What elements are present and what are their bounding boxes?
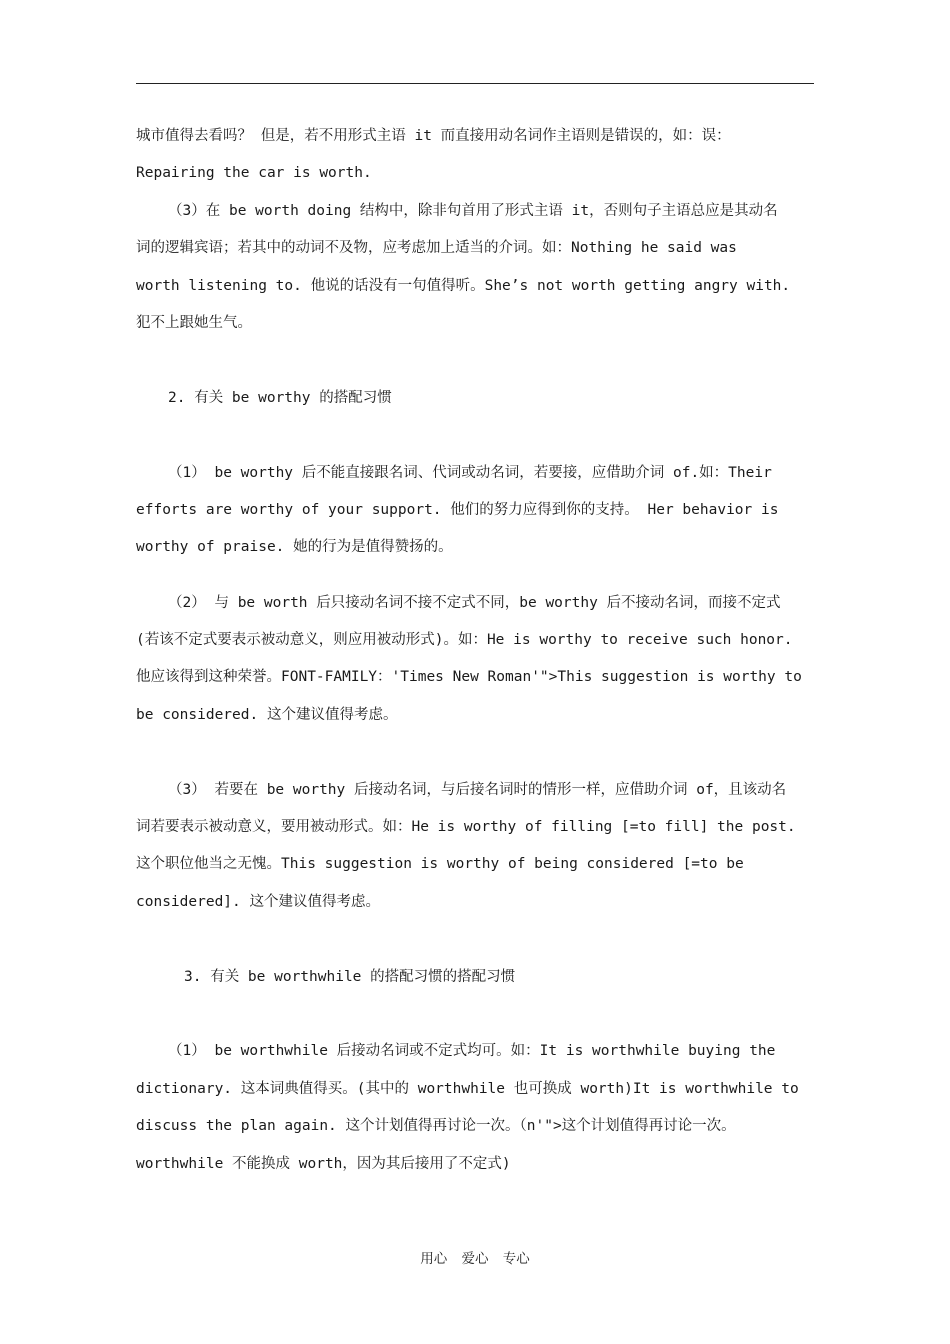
header-rule (136, 83, 814, 84)
paragraph-worthy-gerund (136, 772, 814, 922)
text-line: Repairing the car is worth. (136, 165, 372, 182)
text-line: considered]. 这个建议值得考虑。 (136, 893, 380, 910)
text-line: be considered. 这个建议值得考虑。 (136, 706, 398, 723)
paragraph-worth-formal-subject (136, 118, 814, 193)
text-line: dictionary. 这本词典值得买。(其中的 worthwhile 也可换成 worth)It is worthwhile to (136, 1080, 799, 1097)
text-line: （2） 与 be worth 后只接动名词不接不定式不同，be worthy 后不接动名词，而接不定式 (168, 594, 781, 611)
page-footer: 用心 爱心 专心 (420, 1251, 530, 1267)
text-line: (若该不定式要表示被动意义，则应用被动形式)。如：He is worthy to receive such honor. (136, 632, 793, 649)
section-heading-worthwhile: 3. 有关 be worthwhile 的搭配习惯的搭配习惯 (184, 968, 516, 985)
text-line: worth listening to. 他说的话没有一句值得听。She’s not worth getting angry with. (136, 277, 791, 294)
text-line: worthwhile 不能换成 worth，因为其后接用了不定式) (136, 1155, 511, 1172)
text-line: 词的逻辑宾语；若其中的动词不及物，应考虑加上适当的介词。如：Nothing he said was (136, 240, 737, 257)
paragraph-worthy-of (136, 455, 814, 567)
text-line: （1） be worthwhile 后接动名词或不定式均可。如：It is worthwhile buying the (168, 1043, 776, 1060)
text-line: 犯不上跟她生气。 (136, 314, 252, 331)
text-line: 城市值得去看吗？ 但是，若不用形式主语 it 而直接用动名词作主语则是错误的，如：误： (136, 128, 731, 144)
text-line: 词若要表示被动意义，要用被动形式。如：He is worthy of filling [=to fill] the post. (136, 819, 796, 836)
paragraph-worthy-infinitive (136, 585, 814, 735)
paragraph-worthwhile (136, 1033, 814, 1183)
text-line: worthy of praise. 她的行为是值得赞扬的。 (136, 539, 453, 556)
text-line: （3）在 be worth doing 结构中，除非句首用了形式主语 it，否则句子主语总应是其动名 (168, 202, 778, 219)
section-heading-worthy: 2. 有关 be worthy 的搭配习惯 (168, 389, 392, 406)
text-line: 他应该得到这种荣誉。FONT-FAMILY：'Times New Roman'">This suggestion is worthy to (136, 669, 802, 686)
document-body (136, 118, 814, 1183)
text-line: （3） 若要在 be worthy 后接动名词，与后接名词时的情形一样，应借助介词 of，且该动名 (168, 781, 787, 798)
text-line: （1） be worthy 后不能直接跟名词、代词或动名词，若要接，应借助介词 of.如：Their (168, 464, 772, 481)
text-line: discuss the plan again. 这个计划值得再讨论一次。（n'">这个计划值得再讨论一次。 (136, 1118, 736, 1135)
paragraph-worth-doing (136, 193, 814, 343)
text-line: efforts are worthy of your support. 他们的努力应得到你的支持。 Her behavior is (136, 501, 779, 518)
text-line: 这个职位他当之无愧。This suggestion is worthy of being considered [=to be (136, 856, 744, 873)
